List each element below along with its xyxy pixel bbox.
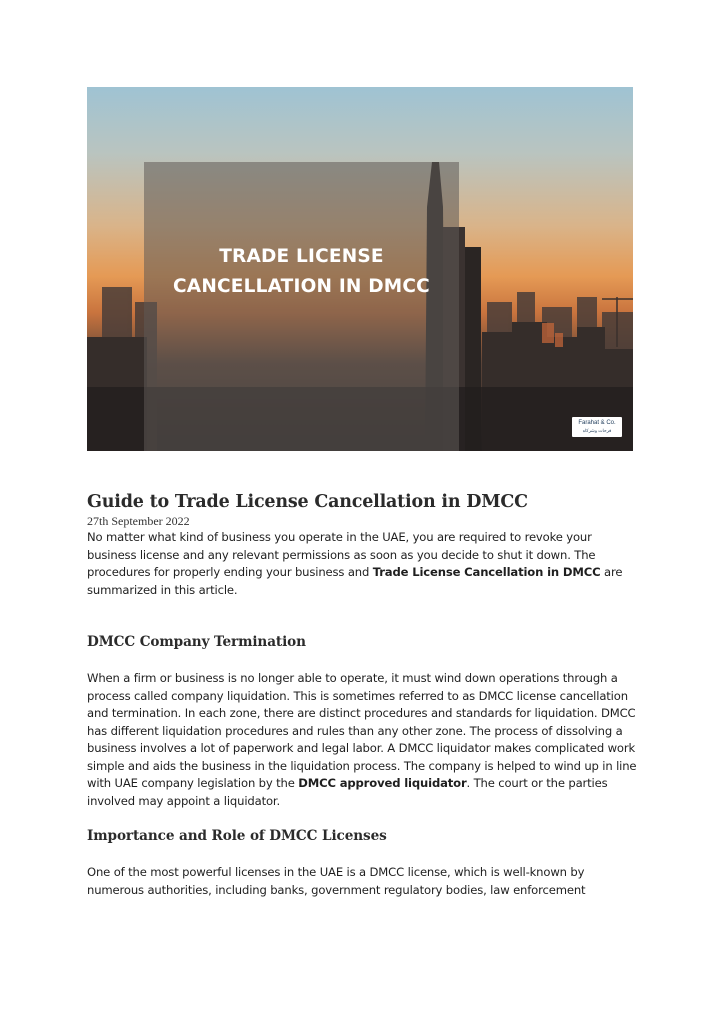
termination-bold-keyword: DMCC approved liquidator — [298, 776, 467, 790]
logo-text-english: Farahat & Co. — [578, 420, 616, 426]
company-logo — [572, 417, 622, 437]
section-heading-termination: DMCC Company Termination — [87, 634, 306, 650]
publish-date: 27th September 2022 — [87, 514, 190, 528]
intro-text-after: are summarized in this article. — [87, 565, 623, 597]
overlay-title — [144, 242, 459, 302]
hero-image — [87, 87, 633, 451]
intro-text-before: No matter what kind of business you operate in the UAE, you are required to revoke your business license and any relevant permissions as soon as you decide to shut it down. The procedures for properly ending your business and — [87, 530, 596, 579]
section-heading-importance: Importance and Role of DMCC Licenses — [87, 828, 387, 844]
overlay-title-line1: TRADE LICENSE — [219, 246, 384, 267]
title-overlay-panel — [144, 162, 459, 451]
article-title: Guide to Trade License Cancellation in DMCC — [87, 492, 528, 512]
termination-text-before: When a firm or business is no longer able to operate, it must wind down operations through a process called company liquidation. This is sometimes referred to as DMCC license cancellation and termination. In each zone, there are distinct procedures and standards for liquidation. DMCC has different liquidation procedures and rules than any other zone. The process of dissolving a business involves a lot of paperwork and legal labor. A DMCC liquidator makes complicated work simple and aids the business in the liquidation process. The company is helped to wind up in line with UAE company legislation by the — [87, 671, 637, 790]
overlay-title-line2: CANCELLATION IN DMCC — [173, 276, 430, 297]
intro-paragraph — [87, 529, 637, 599]
importance-paragraph: One of the most powerful licenses in the UAE is a DMCC license, which is well-known by numerous authorities, including banks, government regulatory bodies, law enforcement — [87, 865, 586, 897]
termination-text-after: . The court or the parties involved may appoint a liquidator. — [87, 776, 608, 808]
termination-paragraph — [87, 670, 637, 810]
article-body — [87, 490, 637, 899]
intro-bold-keyword: Trade License Cancellation in DMCC — [372, 565, 601, 579]
logo-text-arabic: فرحات وشركاه — [582, 428, 612, 433]
